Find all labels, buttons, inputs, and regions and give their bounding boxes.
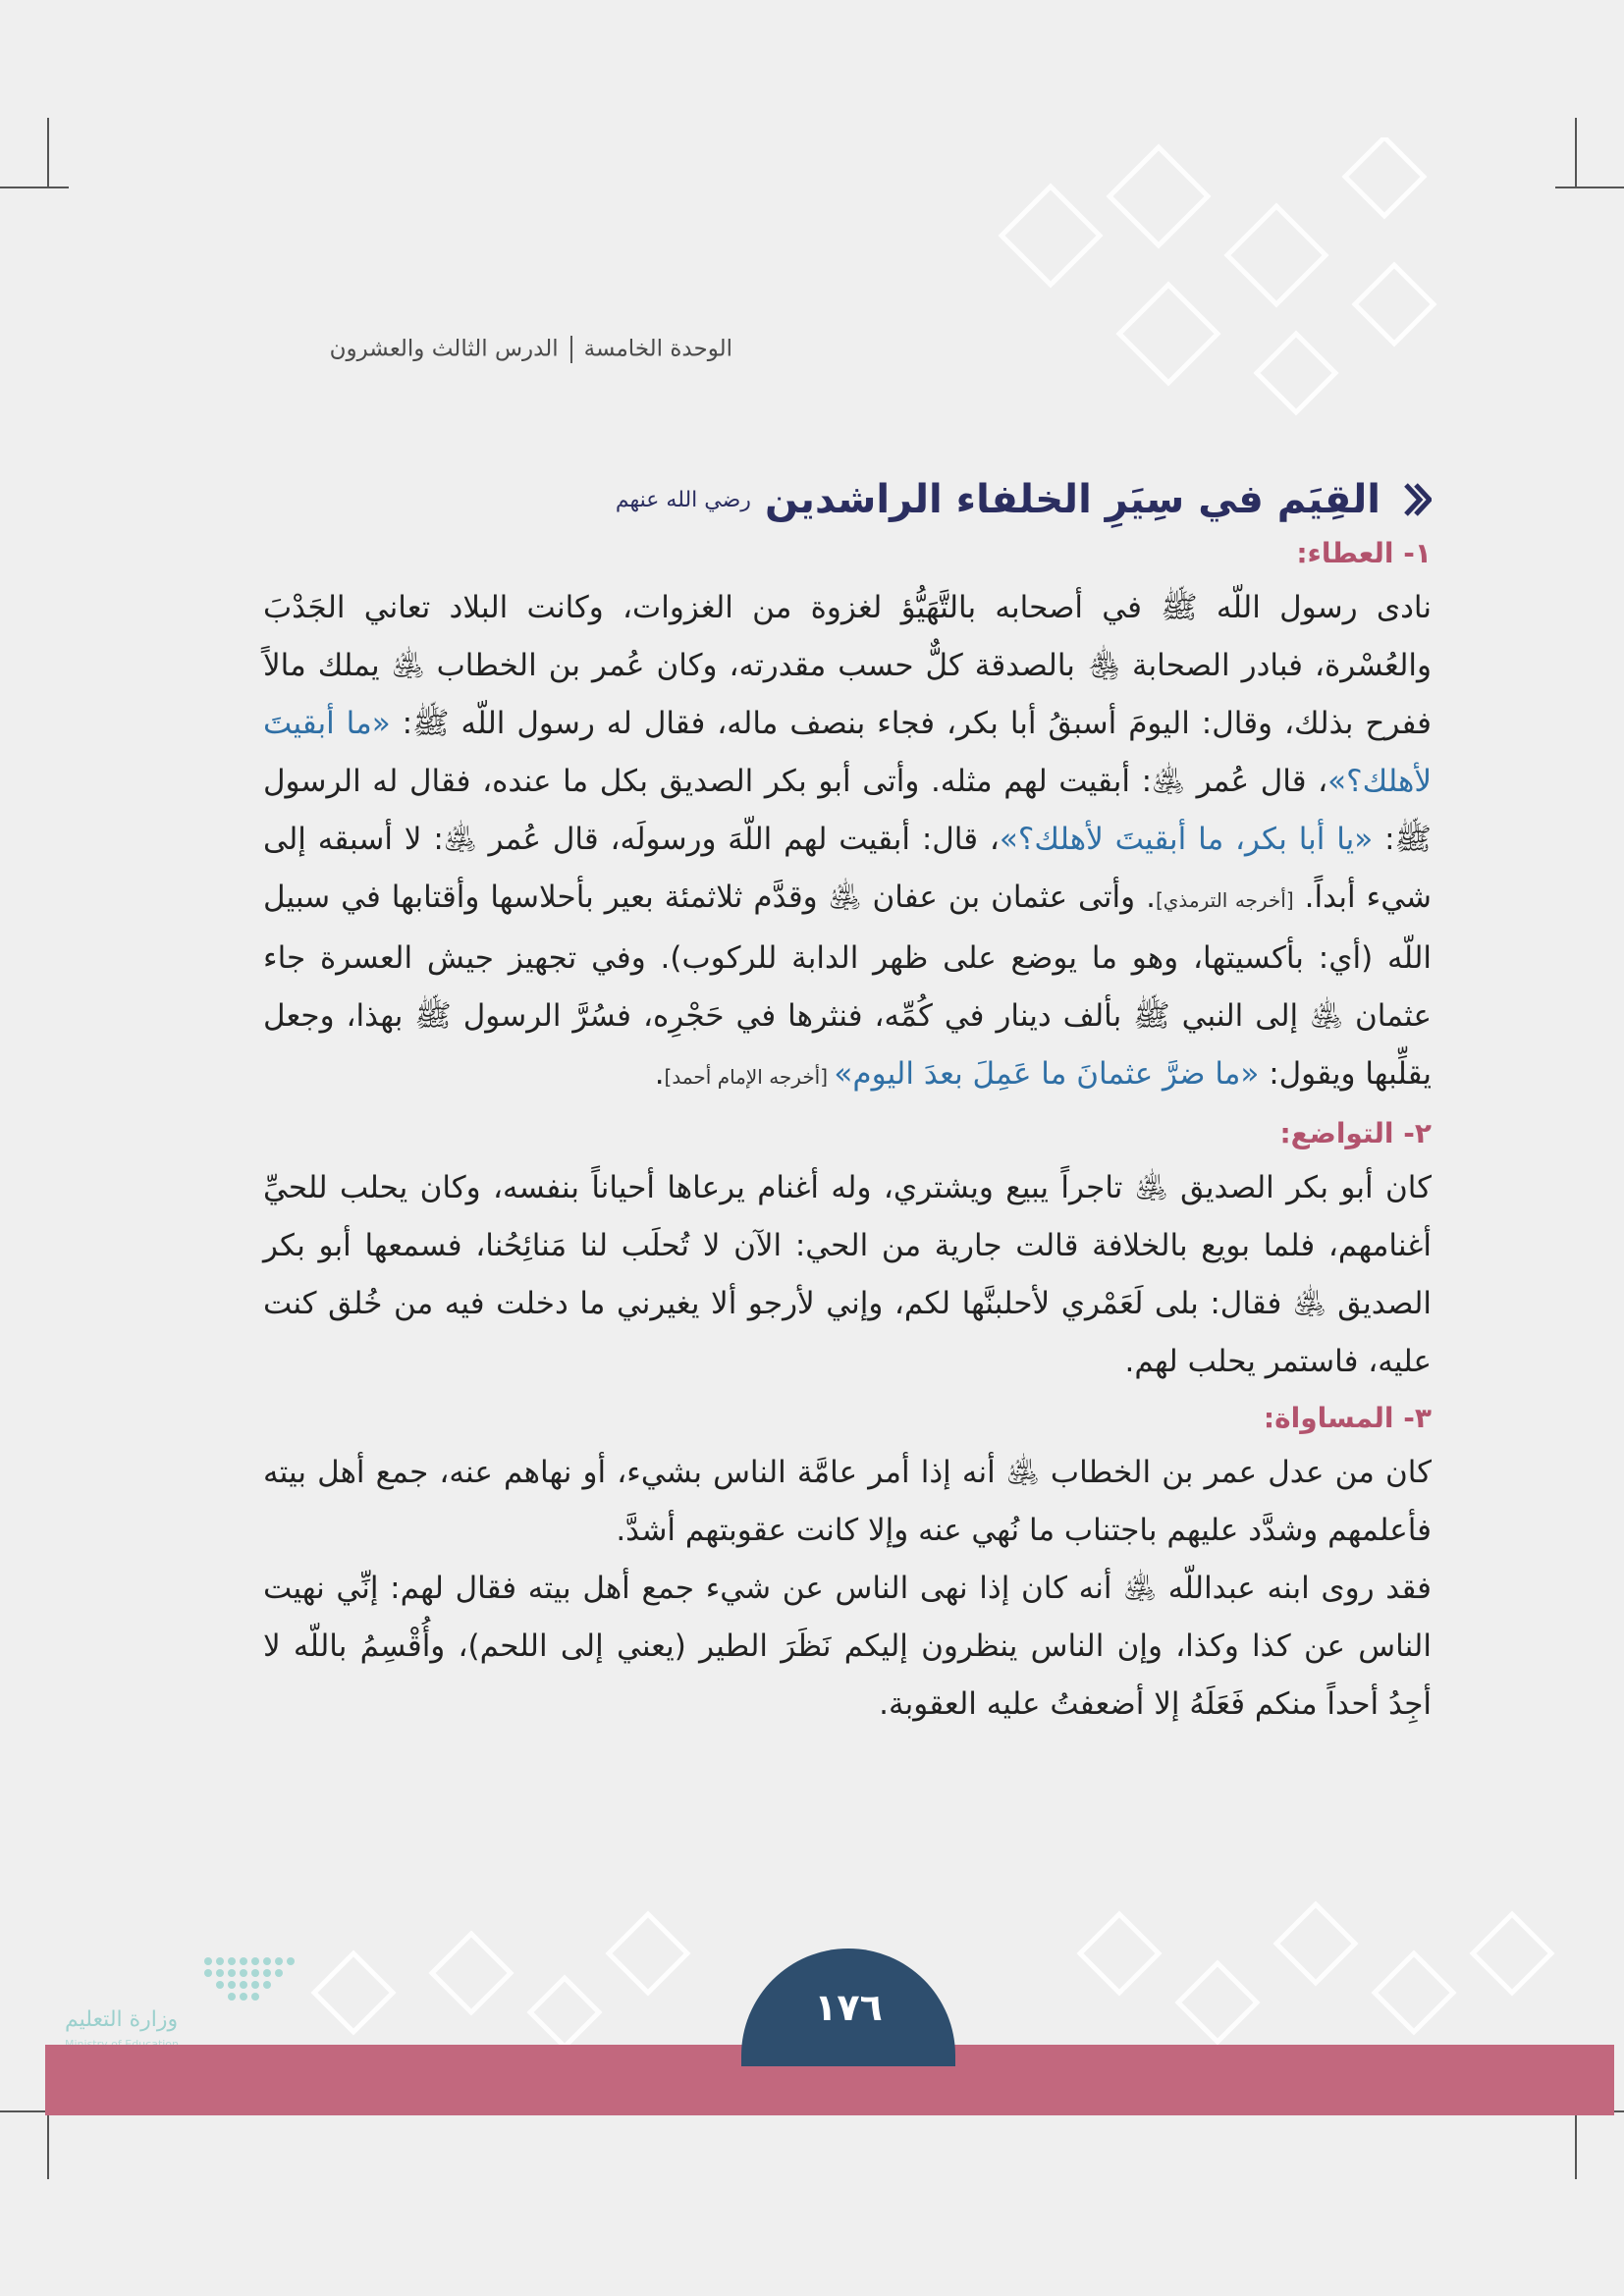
ministry-name: وزارة التعليم [65,2007,179,2032]
paragraph-equality: كان من عدل عمر بن الخطاب ﵁ أنه إذا أمر عامَّة الناس بشيء، أو نهاهم عنه، جمع أهل بيته فأعلمهم وشدَّد عليهم باجتناب ما نُهي عنه وإلا كانت عقوبتهم أشدَّ. [263,1455,1432,1548]
hadith-quote: «ما أبقيتَ لأهلك؟» [263,706,1432,799]
crop-mark [0,187,69,188]
hadith-quote: «يا أبا بكر، ما أبقيتَ لأهلك؟» [999,822,1374,857]
running-header [263,336,732,363]
honorific-symbol: رضي الله عنهم [615,487,751,512]
hadith-quote: «ما ضرَّ عثمانَ ما عَمِلَ بعدَ اليوم» [834,1056,1260,1092]
crop-mark [1575,2110,1577,2179]
text-run: . وأتى عثمان بن عفان ﵁ وقدَّم ثلاثمئة بعير بأحلاسها وأقتابها في سبيل اللّه (أي: بأكسيتها، وهو ما يوضع على ظهر الدابة للركوب). وفي تجهيز جيش العسرة جاء عثمان ﵁ إلى النبي ﷺ بألف دينار في كُمِّه، فنثرها في حَجْرِه، فسُرَّ الرسول ﷺ بهذا، وجعل يقلِّبها ويقول: [263,880,1432,1092]
text-run: ، قال: أبقيت لهم اللّهَ ورسولَه، قال عُمر ﵁: لا أسبقه إلى شيء أبداً. [263,822,1433,915]
text-run: ، قال عُمر ﵁: أبقيت لهم مثله. وأتى أبو بكر الصديق بكل ما عنده، فقال له الرسول ﷺ: [263,764,1432,857]
text-run: نادى رسول اللّه ﷺ في أصحابه بالتَّهَيُّؤ لغزوة من الغزوات، وكانت البلاد تعاني الجَدْبَ والعُسْرة، فبادر الصحابة ﵃ بالصدقة كلٌّ حسب مقدرته، وكان عُمر بن الخطاب ﵁ يملك مالاً ففرح بذلك، وقال: اليومَ أسبقُ أبا بكر، فجاء بنصف ماله، فقال له رسول اللّه ﷺ: [263,590,1432,741]
crop-mark [1555,187,1624,188]
title-text: القِيَم في سِيَرِ الخلفاء الراشدين [764,477,1380,522]
lesson-content [263,469,1432,1734]
subheading-giving: ١- العطاء: [1296,537,1432,569]
text-run: . [654,1056,665,1092]
citation: [أخرجه الإمام أحمد] [664,1065,835,1089]
page-number: ١٧٦ [814,1986,883,2029]
crop-mark [1575,118,1577,187]
section-title [263,477,1432,522]
unit-label: الوحدة الخامسة [583,336,732,362]
lesson-label: الدرس الثالث والعشرون [329,336,559,362]
subheading-equality: ٣- المساواة: [1263,1402,1432,1434]
subheading-humility: ٢- التواضع: [1279,1117,1432,1149]
paragraph-equality-2: فقد روى ابنه عبداللّه ﵁ أنه كان إذا نهى الناس عن شيء جمع أهل بيته فقال لهم: إنِّي نهيت الناس عن كذا وكذا، وإن الناس ينظرون إليكم نَظَرَ الطير (يعني إلى اللحم)، وأُقْسِمُ باللّه لا أجِدُ أحداً منكم فَعَلَهُ إلا أضعفتُ عليه العقوبة. [263,1571,1432,1722]
header-divider [570,336,572,363]
paragraph-giving [263,579,1432,1106]
double-chevron-icon [1394,481,1432,518]
citation: [أخرجه الترمذي] [1155,888,1294,912]
paragraph-humility: كان أبو بكر الصديق ﵁ تاجراً يبيع ويشتري، وله أغنام يرعاها أحياناً بنفسه، وكان يحلب للحيِّ أغنامهم، فلما بويع بالخلافة قالت جارية من الحي: الآن لا تُحلَب لنا مَنائِحُنا، فسمعها أبو بكر الصديق ﵁ فقال: بلى لَعَمْري لأحلبنَّها لكم، وإني لأرجو ألا يغيرني ما دخلت فيه من خُلق كنت عليه، فاستمر يحلب لهم. [263,1170,1432,1379]
decorative-pattern [962,137,1473,432]
crop-mark [47,2110,49,2179]
ministry-logo-icon [61,1942,306,2050]
crop-mark [47,118,49,187]
